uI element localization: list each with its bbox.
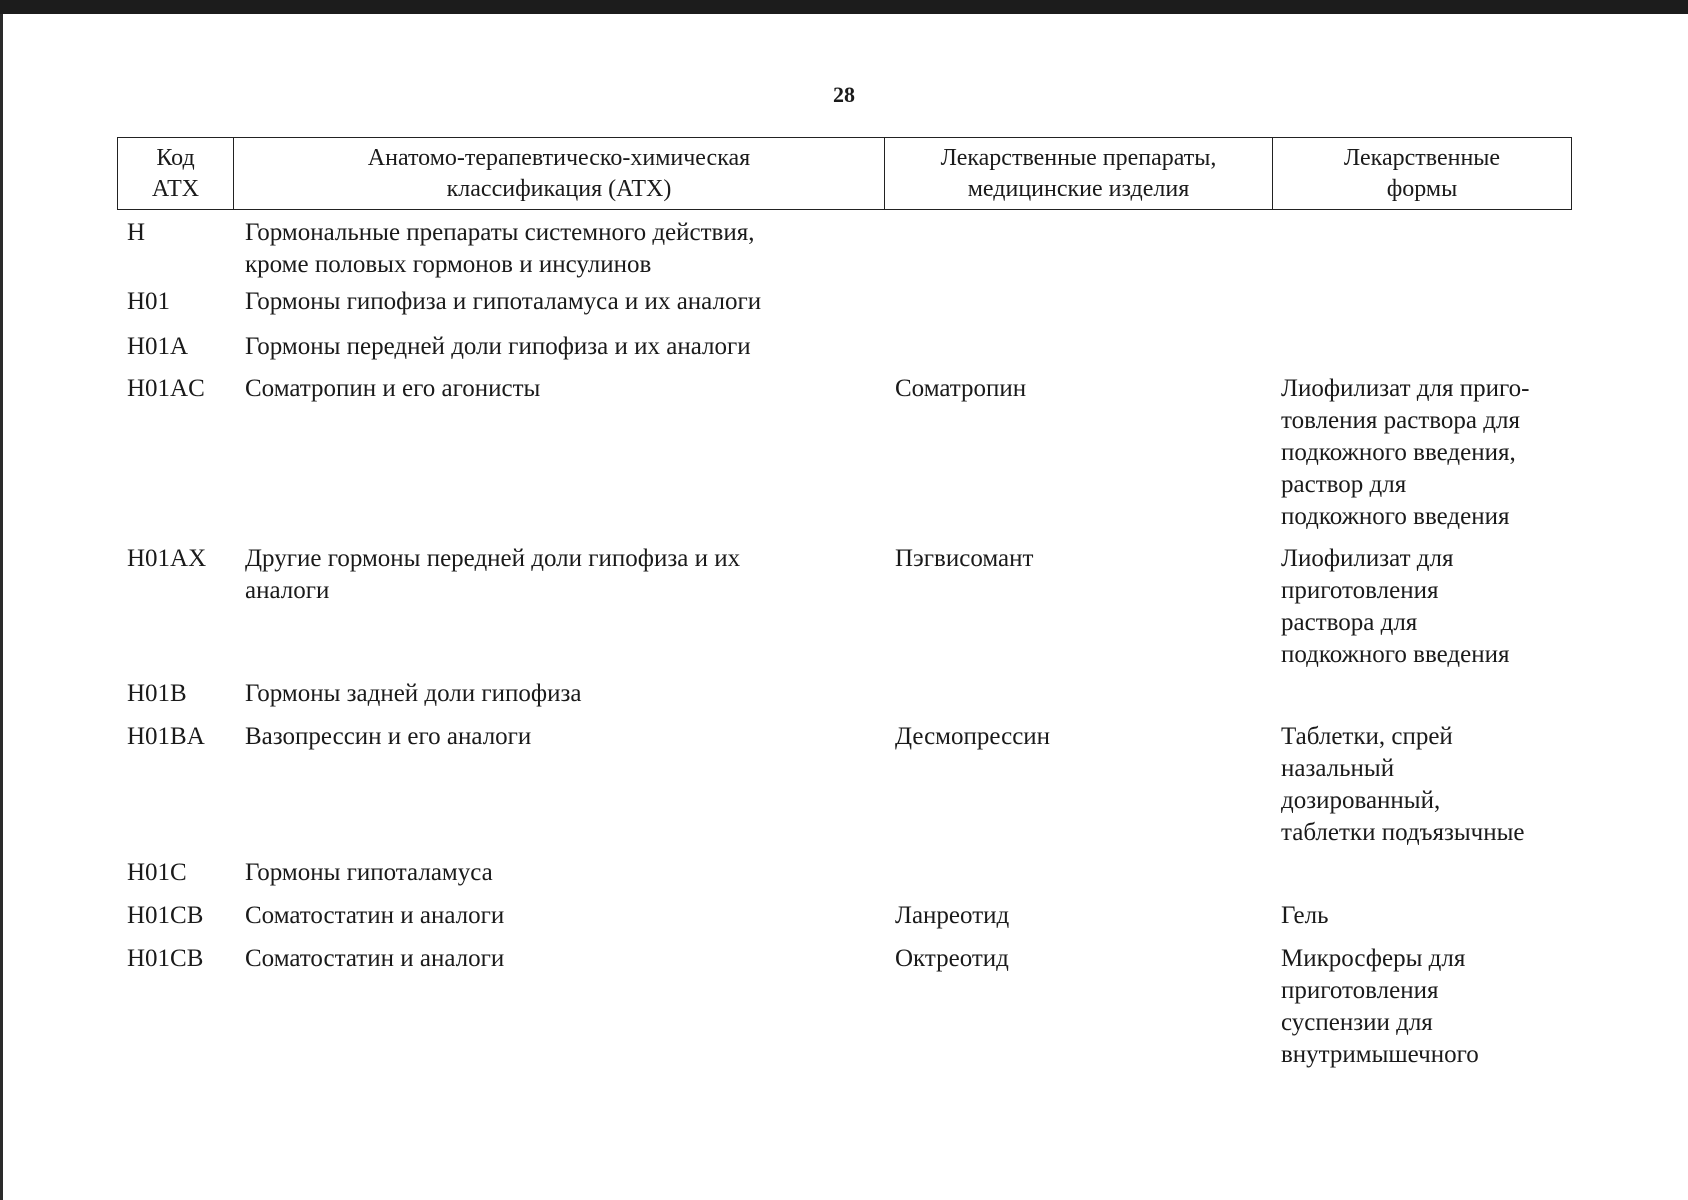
atc-name: Соматостатин и аналоги (245, 945, 505, 972)
dosage-form: Таблетки, спрей назальный дозированный, таблетки подъязычные (1281, 723, 1525, 846)
dosage-form: Гель (1281, 902, 1329, 929)
dosage-form: Лиофилизат для приго- товления раствора для подкожного введения, раствор для подкожного введения (1281, 375, 1530, 530)
atc-name: Соматропин и его агонисты (245, 375, 541, 402)
header-dosage-forms: Лекарственные формы (1343, 144, 1501, 202)
atc-name: Другие гормоны передней доли гипофиза и их аналоги (245, 545, 741, 604)
header-code: Код АТХ (118, 138, 234, 209)
top-scan-border (0, 0, 1688, 14)
atc-name: Гормональные препараты системного действия, кроме половых гормонов и инсулинов (245, 219, 755, 278)
atc-code: H01AX (127, 545, 207, 572)
atc-code: H01CB (127, 945, 204, 972)
atc-code: H01 (127, 288, 171, 315)
header-atc-classification: Анатомо-терапевтическо-химическая классификация (АТХ) (234, 138, 885, 209)
page-number: 28 (833, 82, 855, 107)
left-scan-edge (0, 14, 3, 1200)
header-drugs: Лекарственные препараты, медицинские изделия (885, 138, 1273, 209)
drug-name: Десмопрессин (895, 723, 1051, 750)
dosage-form: Лиофилизат для приготовления раствора для подкожного введения (1281, 545, 1510, 668)
atc-code: H01AC (127, 375, 205, 402)
atc-code: H (127, 219, 146, 246)
atc-code: H01B (127, 680, 187, 707)
atc-name: Вазопрессин и его аналоги (245, 723, 532, 750)
atc-name: Гормоны гипофиза и гипоталамуса и их аналоги (245, 288, 762, 315)
atc-code: H01CB (127, 902, 204, 929)
atc-code: H01A (127, 333, 189, 360)
drug-name: Пэгвисомант (895, 545, 1034, 572)
drug-name: Ланреотид (895, 902, 1010, 929)
dosage-form: Микросферы для приготовления суспензии для внутримышечного (1281, 945, 1479, 1068)
atc-name: Гормоны передней доли гипофиза и их аналоги (245, 333, 751, 360)
atc-name: Гормоны задней доли гипофиза (245, 680, 582, 707)
drug-name: Октреотид (895, 945, 1009, 972)
drug-name: Соматропин (895, 375, 1027, 402)
atc-name: Гормоны гипоталамуса (245, 859, 493, 886)
table-header (117, 137, 1572, 210)
atc-code: H01BA (127, 723, 205, 750)
atc-code: H01C (127, 859, 187, 886)
atc-name: Соматостатин и аналоги (245, 902, 505, 929)
